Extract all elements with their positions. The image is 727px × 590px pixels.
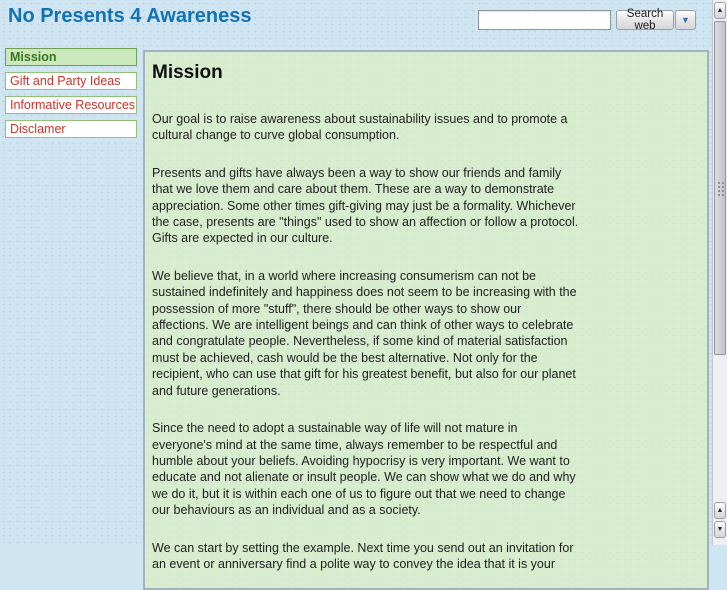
content-panel: [143, 50, 709, 590]
page-heading: Mission: [152, 62, 223, 83]
scroll-up-button[interactable]: [714, 2, 726, 19]
paragraph: Our goal is to raise awareness about sustainability issues and to promote a cultural change to curve global consumption.: [152, 112, 568, 143]
scroll-up-icon: ▲: [716, 7, 724, 14]
body-text: [145, 84, 580, 572]
sidebar-item-informative-resources[interactable]: Informative Resources: [5, 96, 137, 114]
scroll-up-button-bottom[interactable]: [714, 502, 726, 519]
sidebar-item-disclaimer[interactable]: Disclamer: [5, 120, 137, 138]
search-input[interactable]: [478, 10, 611, 30]
search-dropdown-button[interactable]: [675, 10, 696, 30]
thumb-grip-icon: [718, 182, 720, 184]
scroll-up-icon: ▲: [716, 507, 724, 514]
sidebar: [5, 48, 137, 144]
scroll-down-icon: ▼: [716, 526, 724, 533]
search-web-button[interactable]: Search web: [616, 10, 674, 30]
paragraph: We believe that, in a world where increasing consumerism can not be sustained indefinitely and happiness does not seem to be increasing with the possession of more "stuff", there should be other ways to show our affections. We are intelligent beings and can think of other ways to celebrate and congratulate people. Nevertheless, if some kind of material satisfaction must be achieved, cash would be the best alternative. Not only for the recipient, who can use that gift for his greatest benefit, but also for our planet and future generations.: [152, 268, 577, 398]
paragraph: Presents and gifts have always been a way to show our friends and family that we love them and care about them. These are a way to demonstrate appreciation. Some other times gift-giving may just be a formality. Whichever the case, presents are "things" used to show an affection or follow a protocol. Gifts are expected in our culture.: [152, 165, 579, 246]
vertical-scrollbar[interactable]: [712, 0, 727, 545]
paragraph: Since the need to adopt a sustainable way of life will not mature in everyone's mind at the same time, always remember to be respectful and humble about your beliefs. Avoiding hypocrisy is very important. We want to educate and not alienate or insult people. We can show what we do and why we do it, but it is within each one of us to figure out that we need to change our behaviours as an individual and as a society.: [152, 421, 576, 518]
sidebar-item-gift-and-party-ideas[interactable]: Gift and Party Ideas: [5, 72, 137, 90]
paragraph: We can start by setting the example. Next time you send out an invitation for an event or anniversary find a polite way to convey the idea that it is your: [152, 540, 574, 571]
scroll-down-button[interactable]: [714, 521, 726, 538]
dropdown-arrow-icon: ▼: [681, 14, 690, 25]
scrollbar-thumb[interactable]: [714, 21, 726, 355]
site-title: No Presents 4 Awareness: [8, 5, 252, 27]
sidebar-item-mission[interactable]: Mission: [5, 48, 137, 66]
